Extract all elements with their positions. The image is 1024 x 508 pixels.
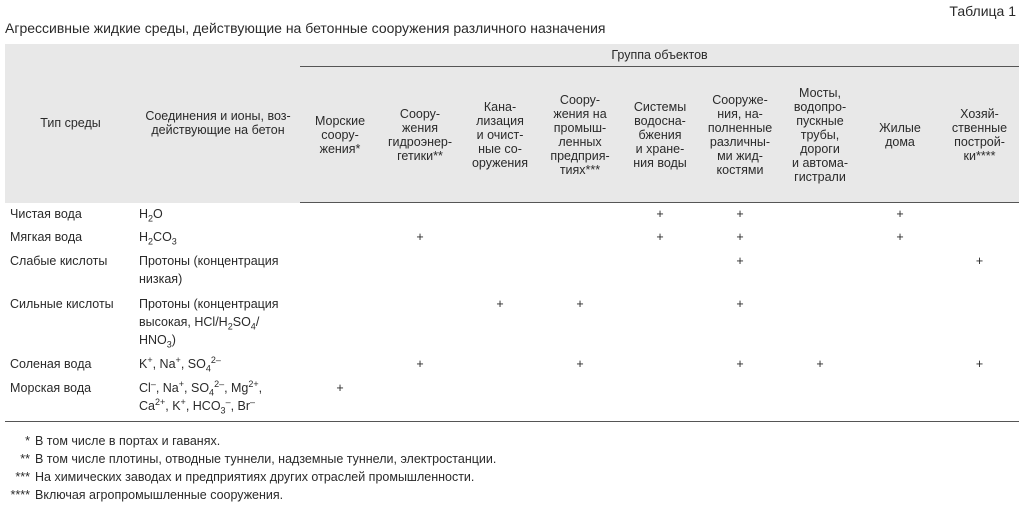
mark-cell (380, 203, 460, 229)
header-object-5: Сооруже- ния, на- полненные различны- ми жид- костями (700, 67, 780, 203)
mark-cell (540, 228, 620, 252)
compounds-cell: Протоны (концентрация низкая) (139, 254, 279, 286)
compounds-cell: K+, Na+, $SO_4^{2-}$ (139, 354, 221, 374)
mark-cell (860, 295, 940, 355)
mark-cell (540, 203, 620, 229)
medium-type-cell: Сильные кислоты (10, 297, 114, 311)
footnote-mark: **** (10, 488, 30, 502)
header-object-4: Системы водосна- бжения и хране- ния воды (620, 67, 700, 203)
table-caption: Агрессивные жидкие среды, действующие на бетонные сооружения различного назначения (5, 20, 606, 36)
mark-cell: + (416, 230, 424, 244)
data-table (5, 44, 1019, 422)
mark-cell (300, 252, 380, 295)
header-object-group: Группа объектов (300, 44, 1019, 67)
mark-cell (940, 295, 1019, 355)
footnote (5, 450, 496, 468)
header-medium-type: Тип среды (40, 116, 101, 131)
table-row (5, 379, 1019, 422)
footnote-text: В том числе плотины, отводные туннели, надземные туннели, электростанции. (35, 452, 497, 466)
mark-cell: + (656, 207, 664, 221)
mark-cell (620, 355, 700, 379)
header-object-7: Жилые дома (860, 67, 940, 203)
mark-cell (860, 252, 940, 295)
mark-cell (380, 252, 460, 295)
compounds-cell: $H_2O$ (139, 206, 163, 223)
mark-cell: + (736, 254, 744, 268)
mark-cell: + (816, 357, 824, 371)
footnote-text: В том числе в портах и гаванях. (35, 434, 221, 448)
footnote (5, 486, 496, 504)
mark-cell: + (496, 297, 504, 311)
mark-cell (300, 228, 380, 252)
mark-cell (620, 252, 700, 295)
mark-cell (940, 203, 1019, 229)
header-compounds: Соединения и ионы, воз- действующие на бетон (145, 109, 291, 138)
mark-cell (780, 228, 860, 252)
footnote-text: На химических заводах и предприятиях других отраслей промышленности. (35, 470, 475, 484)
medium-type-cell: Морская вода (5, 379, 136, 422)
medium-type-cell: Соленая вода (10, 357, 92, 371)
mark-cell: + (300, 379, 380, 422)
mark-cell: + (736, 207, 744, 221)
table-label: Таблица 1 (949, 3, 1016, 19)
compounds-cell: Протоны (концентрация высокая, HCl/$H_2SO_4/$ $HNO_3$) (139, 297, 279, 350)
mark-cell (540, 379, 620, 422)
footnote-mark: * (25, 434, 30, 448)
table-row (5, 252, 1019, 295)
mark-cell (620, 379, 700, 422)
header-object-1: Соору- жения гидроэнер- гетики** (380, 67, 460, 203)
mark-cell (620, 295, 700, 355)
table-row (5, 228, 1019, 252)
mark-cell (780, 379, 860, 422)
mark-cell: + (656, 230, 664, 244)
mark-cell: + (416, 357, 424, 371)
mark-cell: + (736, 357, 744, 371)
header-object-8: Хозяй- ственные построй- ки**** (940, 67, 1019, 203)
mark-cell (300, 203, 380, 229)
mark-cell: + (975, 357, 984, 371)
footnote (5, 468, 496, 486)
header-object-0: Морские соору- жения* (300, 67, 380, 203)
mark-cell (300, 295, 380, 355)
mark-cell: + (896, 207, 904, 221)
compounds-cell: $H_2CO_3$ (139, 230, 177, 247)
mark-cell (460, 379, 540, 422)
mark-cell: + (736, 230, 744, 244)
footnote (5, 432, 496, 450)
table-row (5, 203, 1019, 229)
table-row (5, 355, 1019, 379)
mark-cell: + (576, 357, 584, 371)
medium-type-cell: Мягкая вода (10, 230, 83, 244)
mark-cell: + (576, 297, 584, 311)
footnote-mark: *** (15, 470, 30, 484)
mark-cell (540, 252, 620, 295)
mark-cell (780, 203, 860, 229)
table-row (5, 295, 1019, 355)
header-object-3: Соору- жения на промыш- ленных предприя- тиях*** (540, 67, 620, 203)
mark-cell (780, 295, 860, 355)
mark-cell (460, 203, 540, 229)
mark-cell (860, 355, 940, 379)
header-object-2: Кана- лизация и очист- ные со- оружения (460, 67, 540, 203)
mark-cell: + (975, 254, 984, 268)
footnotes (5, 432, 496, 504)
mark-cell (460, 252, 540, 295)
mark-cell: + (896, 230, 904, 244)
compounds-cell: Cl–, Na+, $SO_4^{2-}$, $Mg^{2+}$, $Ca^{2+}$, K+, $HCO_3^-$, Br– (136, 379, 300, 422)
mark-cell: + (736, 297, 744, 311)
mark-cell (380, 295, 460, 355)
mark-cell (380, 379, 460, 422)
mark-cell (860, 379, 940, 422)
footnote-text: Включая агропромышленные сооружения. (35, 488, 284, 502)
medium-type-cell: Чистая вода (10, 206, 82, 221)
header-object-6: Мосты, водопро- пускные трубы, дороги и автома- гистрали (780, 67, 860, 203)
medium-type-cell: Слабые кислоты (10, 254, 108, 268)
mark-cell (940, 228, 1019, 252)
mark-cell (460, 228, 540, 252)
mark-cell (780, 252, 860, 295)
mark-cell (460, 355, 540, 379)
mark-cell (700, 379, 780, 422)
mark-cell (940, 379, 1019, 422)
mark-cell (300, 355, 380, 379)
footnote-mark: ** (20, 452, 30, 466)
